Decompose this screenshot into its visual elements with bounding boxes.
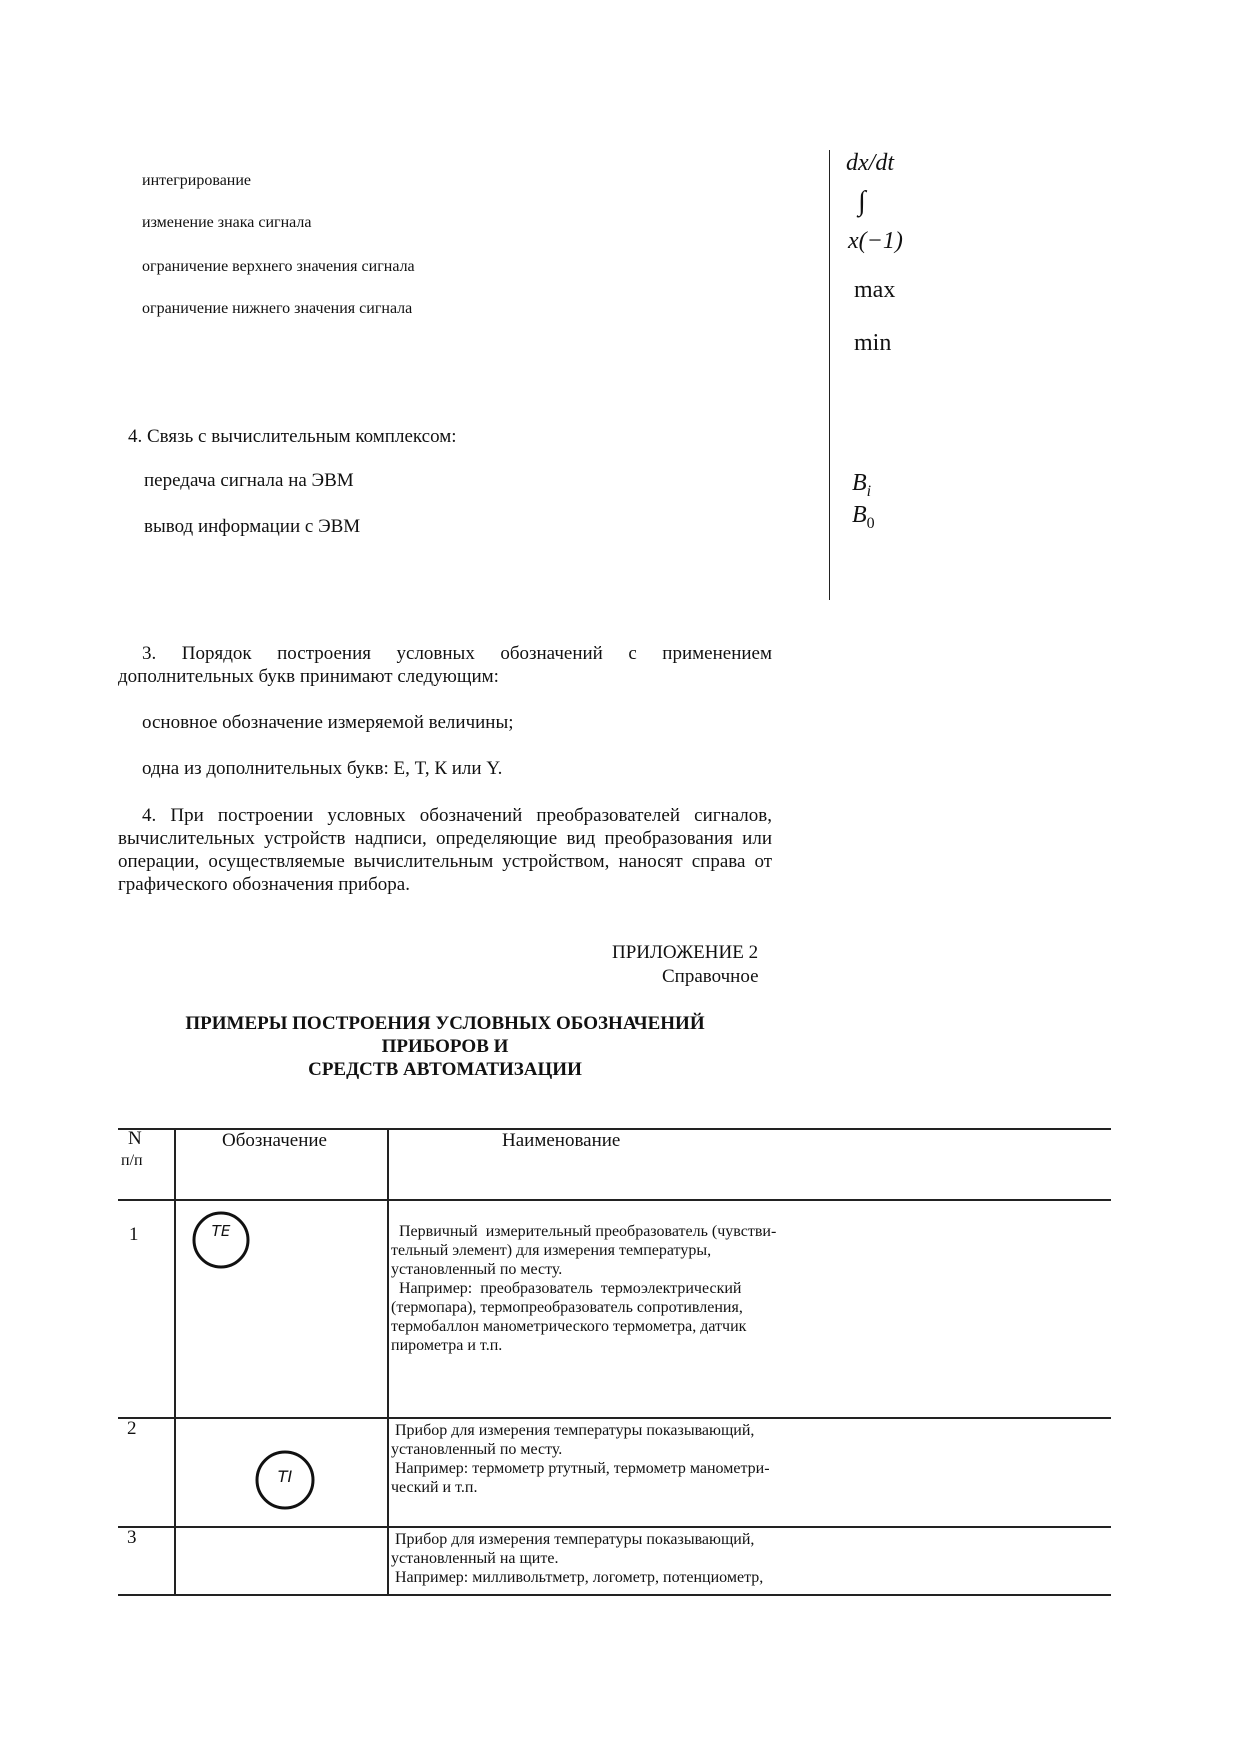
row1-line: Например: преобразователь термоэлектрический bbox=[391, 1280, 742, 1297]
header-designation: Обозначение bbox=[222, 1130, 327, 1151]
op-sign-change: изменение знака сигнала bbox=[142, 214, 312, 231]
row1-line: (термопара), термопреобразователь сопротивления, bbox=[391, 1299, 743, 1316]
section4-title: 4. Связь с вычислительным комплексом: bbox=[128, 426, 457, 447]
table-rule-row2 bbox=[118, 1526, 1111, 1528]
row1-line: тельный элемент) для измерения температуры, bbox=[391, 1242, 712, 1259]
header-name: Наименование bbox=[502, 1130, 621, 1151]
row2-line: Например: термометр ртутный, термометр манометри- bbox=[391, 1460, 770, 1477]
row2-num: 2 bbox=[127, 1418, 137, 1439]
ti-symbol-text: TI bbox=[277, 1467, 293, 1486]
min-symbol: min bbox=[854, 330, 892, 356]
column-divider bbox=[829, 150, 830, 600]
row1-line: установленный по месту. bbox=[391, 1261, 563, 1278]
op-integration: интегрирование bbox=[142, 172, 252, 189]
b0-sub: 0 bbox=[866, 514, 875, 532]
bi-sub: i bbox=[866, 482, 872, 500]
section4-item-transfer: передача сигнала на ЭВМ bbox=[144, 470, 354, 491]
te-symbol-text: TE bbox=[211, 1222, 231, 1240]
op-upper-limit: ограничение верхнего значения сигнала bbox=[142, 258, 415, 275]
row2-line: Прибор для измерения температуры показывающий, bbox=[391, 1422, 755, 1439]
appendix-title-line3: СРЕДСТВ АВТОМАТИЗАЦИИ bbox=[308, 1059, 582, 1080]
table-rule-row1 bbox=[118, 1417, 1111, 1419]
row2-text bbox=[391, 1421, 770, 1497]
row3-text bbox=[391, 1530, 763, 1587]
derivative-symbol: dx/dt bbox=[846, 150, 894, 176]
max-symbol: max bbox=[854, 277, 896, 303]
appendix-title-line1: ПРИМЕРЫ ПОСТРОЕНИЯ УСЛОВНЫХ ОБОЗНАЧЕНИЙ bbox=[185, 1013, 705, 1034]
section4-item-output: вывод информации с ЭВМ bbox=[144, 516, 361, 537]
paragraph-3: 3. Порядок построения условных обозначений с применением дополнительных букв принимают следующим: bbox=[118, 643, 772, 687]
te-symbol-icon bbox=[191, 1210, 251, 1270]
row1-line: термобаллон манометрического термометра, датчик bbox=[391, 1318, 747, 1335]
table-col-divider-1 bbox=[174, 1128, 176, 1596]
ti-symbol-icon bbox=[254, 1449, 316, 1511]
appendix-label: ПРИЛОЖЕНИЕ 2 bbox=[612, 942, 759, 963]
table-col-divider-2 bbox=[387, 1128, 389, 1596]
row3-line: Например: милливольтметр, логометр, потенциометр, bbox=[391, 1569, 764, 1586]
appendix-title-line2: ПРИБОРОВ И bbox=[381, 1036, 509, 1057]
row1-line: пирометра и т.п. bbox=[391, 1337, 503, 1354]
appendix-sub: Справочное bbox=[662, 966, 759, 987]
row1-num: 1 bbox=[129, 1224, 139, 1245]
table-rule-bottom bbox=[118, 1594, 1111, 1596]
bi-base: B bbox=[852, 470, 867, 496]
paragraph-3-item-1: основное обозначение измеряемой величины; bbox=[142, 712, 514, 733]
paragraph-4: 4. При построении условных обозначений преобразователей сигналов, вычислительных устройств надписи, определяющие вид преобразования или операции, осуществляемые вычислительным устройством, наносят справа от графического обозначения прибора. bbox=[118, 805, 772, 895]
row1-line: Первичный измерительный преобразователь (чувстви- bbox=[391, 1223, 777, 1240]
b0-symbol bbox=[852, 502, 875, 533]
header-num-line1: N bbox=[128, 1128, 142, 1149]
sign-change-symbol: x(−1) bbox=[848, 228, 903, 254]
table-rule-header bbox=[118, 1199, 1111, 1201]
row2-line: ческий и т.п. bbox=[391, 1479, 478, 1496]
row3-num: 3 bbox=[127, 1527, 137, 1548]
integral-symbol: ∫ bbox=[858, 186, 866, 217]
row2-line: установленный по месту. bbox=[391, 1441, 563, 1458]
bi-symbol bbox=[852, 470, 871, 501]
b0-base: B bbox=[852, 502, 867, 528]
paragraph-3-item-2: одна из дополнительных букв: Е, T, К или Y. bbox=[142, 758, 503, 779]
op-lower-limit: ограничение нижнего значения сигнала bbox=[142, 300, 413, 317]
row3-line: установленный на щите. bbox=[391, 1550, 559, 1567]
row3-line: Прибор для измерения температуры показывающий, bbox=[391, 1531, 755, 1548]
header-num-line2: п/п bbox=[121, 1152, 143, 1169]
row1-text bbox=[391, 1222, 776, 1355]
